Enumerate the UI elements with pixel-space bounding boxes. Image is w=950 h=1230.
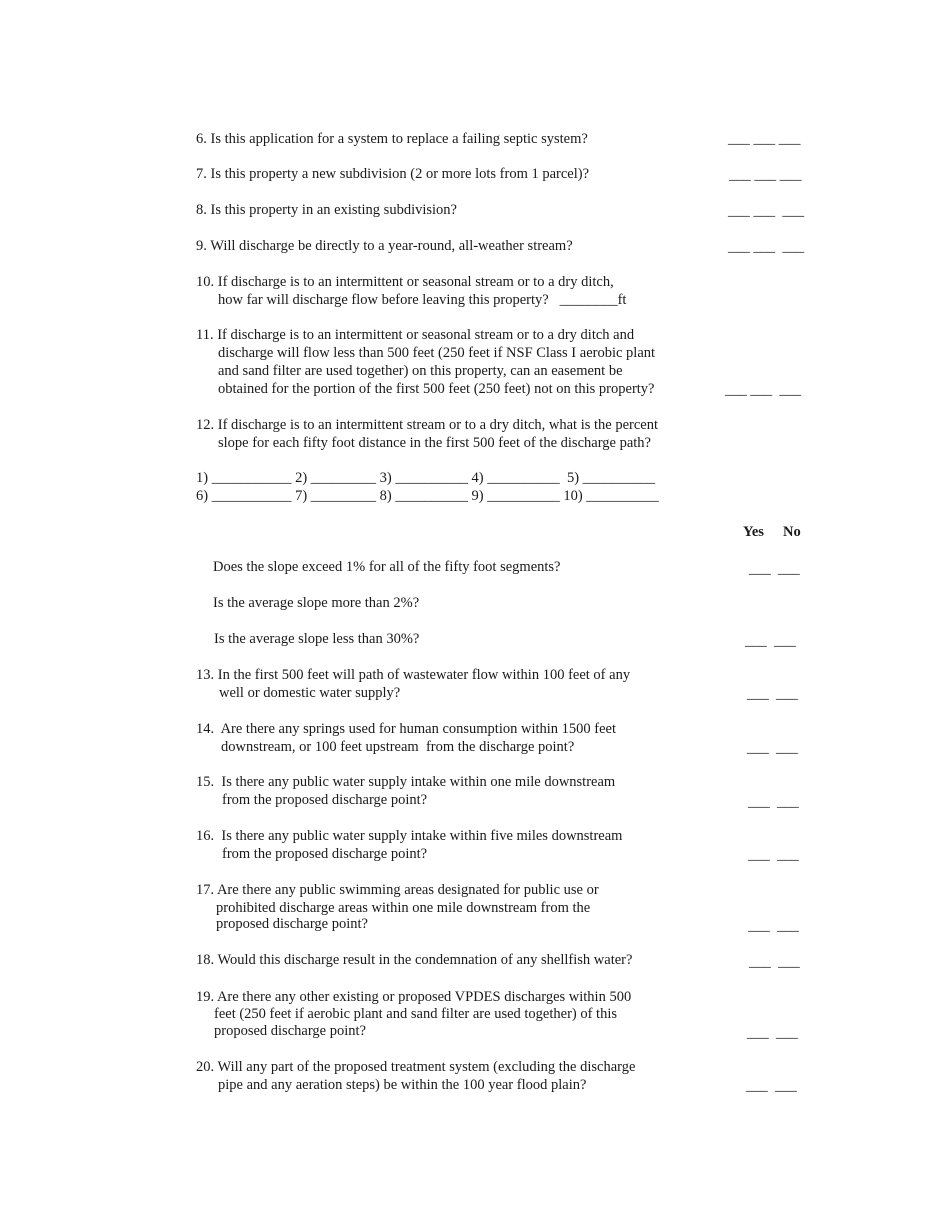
answer-blanks-15[interactable]: ___ ___ bbox=[748, 794, 799, 810]
question-17-line-2: prohibited discharge areas within one mile downstream from the bbox=[216, 900, 591, 916]
question-8: 8. Is this property in an existing subdivision? bbox=[196, 202, 457, 218]
no-column-header: No bbox=[783, 524, 801, 540]
answer-blanks-13[interactable]: ___ ___ bbox=[747, 686, 798, 702]
answer-blanks-8[interactable]: ___ ___ ___ bbox=[728, 203, 805, 219]
answer-blanks-17[interactable]: ___ ___ bbox=[748, 918, 799, 934]
question-20-line-2: pipe and any aeration steps) be within the 100 year flood plain? bbox=[218, 1077, 587, 1093]
slope-question-3: Is the average slope less than 30%? bbox=[214, 631, 420, 647]
question-10-line-1: 10. If discharge is to an intermittent or seasonal stream or to a dry ditch, bbox=[196, 274, 614, 290]
answer-blanks-20[interactable]: ___ ___ bbox=[746, 1078, 797, 1094]
question-9: 9. Will discharge be directly to a year-round, all-weather stream? bbox=[196, 238, 573, 254]
question-13-line-1: 13. In the first 500 feet will path of wastewater flow within 100 feet of any bbox=[196, 667, 631, 683]
question-10-line-2[interactable]: how far will discharge flow before leaving this property? ________ft bbox=[218, 292, 627, 308]
question-17-line-1: 17. Are there any public swimming areas designated for public use or bbox=[196, 882, 599, 898]
answer-blanks-6[interactable]: ___ ___ ___ bbox=[728, 131, 801, 147]
yes-column-header: Yes bbox=[743, 524, 764, 540]
answer-blanks-19[interactable]: ___ ___ bbox=[747, 1025, 798, 1041]
question-11-line-2: discharge will flow less than 500 feet (250 feet if NSF Class I aerobic plant bbox=[218, 345, 656, 361]
answer-blanks-slope-1[interactable]: ___ ___ bbox=[749, 561, 800, 577]
answer-blanks-7[interactable]: ___ ___ ___ bbox=[729, 167, 802, 183]
question-15-line-2: from the proposed discharge point? bbox=[222, 792, 428, 808]
answer-blanks-11[interactable]: ___ ___ ___ bbox=[725, 382, 802, 398]
question-12-line-1: 12. If discharge is to an intermittent stream or to a dry ditch, what is the percent bbox=[196, 417, 658, 433]
answer-blanks-16[interactable]: ___ ___ bbox=[748, 847, 799, 863]
question-11-line-3: and sand filter are used together) on this property, can an easement be bbox=[218, 363, 623, 379]
question-19-line-2: feet (250 feet if aerobic plant and sand filter are used together) of this bbox=[214, 1006, 618, 1022]
answer-blanks-slope-3[interactable]: ___ ___ bbox=[745, 633, 796, 649]
question-13-line-2: well or domestic water supply? bbox=[219, 685, 401, 701]
answer-blanks-9[interactable]: ___ ___ ___ bbox=[728, 239, 805, 255]
question-16-line-2: from the proposed discharge point? bbox=[222, 846, 428, 862]
slope-blanks-row-2[interactable]: 6) ___________ 7) _________ 8) __________ 9) __________ 10) __________ bbox=[196, 488, 659, 504]
question-16-line-1: 16. Is there any public water supply intake within five miles downstream bbox=[196, 828, 623, 844]
question-15-line-1: 15. Is there any public water supply intake within one mile downstream bbox=[196, 774, 616, 790]
question-14-line-2: downstream, or 100 feet upstream from the discharge point? bbox=[221, 739, 575, 755]
answer-blanks-14[interactable]: ___ ___ bbox=[747, 740, 798, 756]
question-17-line-3: proposed discharge point? bbox=[216, 916, 368, 932]
question-6: 6. Is this application for a system to replace a failing septic system? bbox=[196, 131, 588, 147]
question-19-line-1: 19. Are there any other existing or proposed VPDES discharges within 500 bbox=[196, 989, 632, 1005]
question-7: 7. Is this property a new subdivision (2 or more lots from 1 parcel)? bbox=[196, 166, 590, 182]
slope-question-1: Does the slope exceed 1% for all of the fifty foot segments? bbox=[213, 559, 561, 575]
question-14-line-1: 14. Are there any springs used for human consumption within 1500 feet bbox=[196, 721, 617, 737]
question-18: 18. Would this discharge result in the condemnation of any shellfish water? bbox=[196, 952, 633, 968]
question-11-line-1: 11. If discharge is to an intermittent or seasonal stream or to a dry ditch and bbox=[196, 327, 635, 343]
question-11-line-4: obtained for the portion of the first 500 feet (250 feet) not on this property? bbox=[218, 381, 655, 397]
question-12-line-2: slope for each fifty foot distance in the first 500 feet of the discharge path? bbox=[218, 435, 651, 451]
question-19-line-3: proposed discharge point? bbox=[214, 1023, 366, 1039]
answer-blanks-18[interactable]: ___ ___ bbox=[749, 954, 800, 970]
slope-blanks-row-1[interactable]: 1) ___________ 2) _________ 3) __________ 4) __________ 5) __________ bbox=[196, 470, 656, 486]
slope-question-2: Is the average slope more than 2%? bbox=[213, 595, 420, 611]
question-20-line-1: 20. Will any part of the proposed treatment system (excluding the discharge bbox=[196, 1059, 636, 1075]
